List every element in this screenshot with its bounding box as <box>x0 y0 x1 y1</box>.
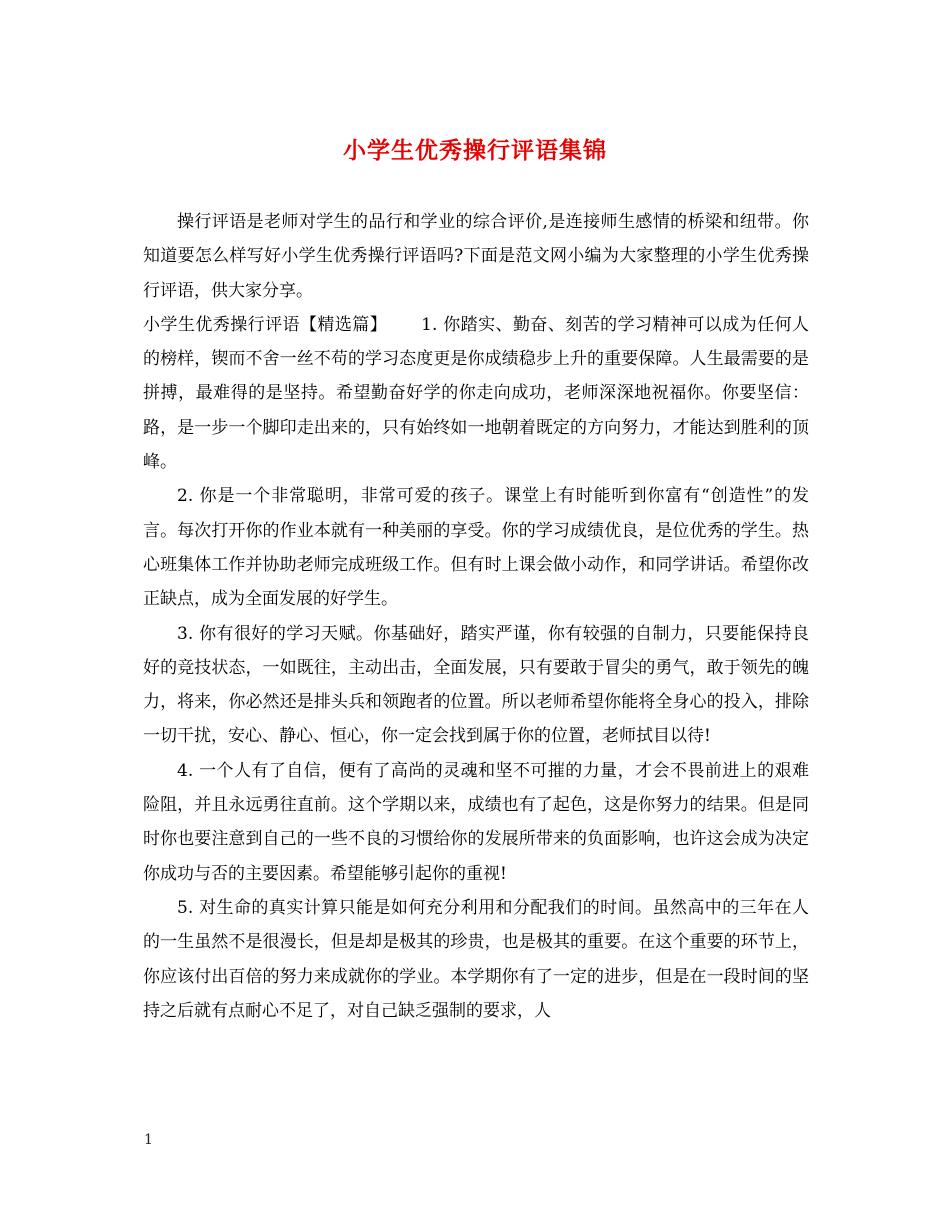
document-body <box>143 205 809 1028</box>
comment-item-1: 1. 你踏实、勤奋、刻苦的学习精神可以成为任何人的榜样，锲而不舍一丝不苟的学习态度更是你成绩稳步上升的重要保障。人生最需要的是拼搏，最难得的是坚持。希望勤奋好学的你走向成功，老师深深地祝福你。你要坚信：路，是一步一个脚印走出来的，只有始终如一地朝着既定的方向努力，才能达到胜利的顶峰。 <box>143 314 810 473</box>
comment-item-2: 2. 你是一个非常聪明，非常可爱的孩子。课堂上有时能听到你富有“创造性”的发言。每次打开你的作业本就有一种美丽的享受。你的学习成绩优良，是位优秀的学生。热心班集体工作并协助老师完成班级工作。但有时上课会做小动作，和同学讲话。希望你改正缺点，成为全面发展的好学生。 <box>143 486 809 610</box>
comment-item-5: 5. 对生命的真实计算只能是如何充分利用和分配我们的时间。虽然高中的三年在人的一生虽然不是很漫长，但是却是极其的珍贵，也是极其的重要。在这个重要的环节上，你应该付出百倍的努力来成就你的学业。本学期你有了一定的进步，但是在一段时间的坚持之后就有点耐心不足了，对自己缺乏强制的要求，人 <box>143 897 809 1021</box>
page-number: 1 <box>144 1132 153 1148</box>
section-paragraph <box>143 308 809 479</box>
document-title: 小学生优秀操行评语集锦 <box>343 138 607 164</box>
intro-paragraph: 操行评语是老师对学生的品行和学业的综合评价,是连接师生感情的桥梁和纽带。你知道要怎么样写好小学生优秀操行评语吗?下面是范文网小编为大家整理的小学生优秀操行评语，供大家分享。 <box>143 212 809 301</box>
section-heading: 小学生优秀操行评语【精选篇】 <box>143 314 388 335</box>
comment-item-4: 4. 一个人有了自信，便有了高尚的灵魂和坚不可摧的力量，才会不畏前进上的艰难险阻，并且永远勇往直前。这个学期以来，成绩也有了起色，这是你努力的结果。但是同时你也要注意到自己的一些不良的习惯给你的发展所带来的负面影响，也许这会成为决定你成功与否的主要因素。希望能够引起你的重视! <box>143 760 809 884</box>
comment-item-3: 3. 你有很好的学习天赋。你基础好，踏实严谨，你有较强的自制力，只要能保持良好的竞技状态，一如既往，主动出击，全面发展，只有要敢于冒尖的勇气，敢于领先的魄力，将来，你必然还是排头兵和领跑者的位置。所以老师希望你能将全身心的投入，排除一切干扰，安心、静心、恒心，你一定会找到属于你的位置，老师拭目以待! <box>143 623 809 747</box>
